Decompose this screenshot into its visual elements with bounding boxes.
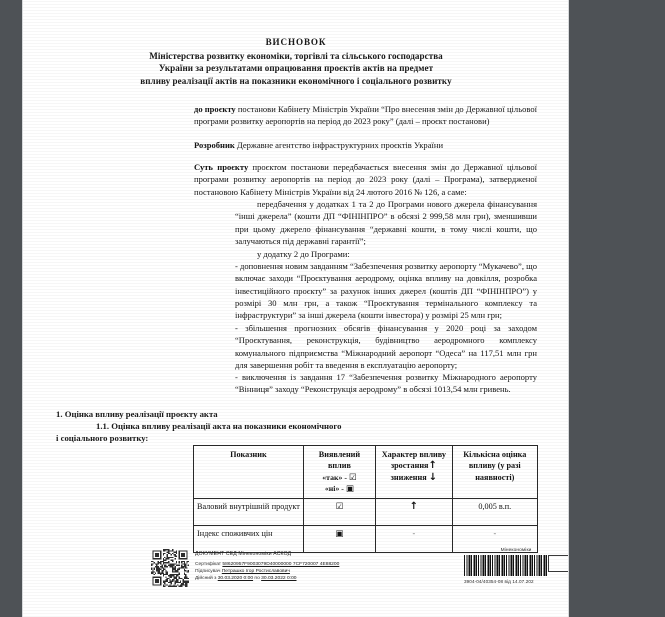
certificate-value: 58620957F9003079D40000000 7CF720007 4E88200	[222, 561, 340, 567]
character-line-2	[379, 460, 448, 471]
section-heading-1-1-line2: і соціального розвитку:	[56, 433, 149, 444]
character-decline-label: зниження	[390, 472, 427, 482]
detected-line-1: Виявлений	[318, 450, 361, 459]
arrow-up-icon: ↑	[428, 460, 437, 472]
essence-text: проєктом постанови передбачається внесення змін до Державної цільової програми розвитку аеропортів на період до 2023 року (далі – Програма), затвердженої постановою Кабінету Міністрів України від 24 лютого 2016 № 126, а саме:	[194, 162, 537, 197]
section-heading-1-1	[56, 420, 537, 445]
validity-to: 30.03.2022 0:00	[261, 575, 297, 581]
barcode-code-text: 3904-04/40354-08 від 14.07.202	[464, 578, 534, 584]
column-header-indicator: Показник	[194, 446, 304, 499]
title-line-3: України за результатами опрацювання проєктів актів на предмет	[158, 63, 434, 74]
paragraph-annex-1-2: передбачення у додатках 1 та 2 до Програми нового джерела фінансування “інші джерела” (кошти ДП “ФІНІНПРО” в обсязі 2 999,58 млн грн), зменшивши при цьому джерело фінансування “державні кошти, в тому числі кошти, що залучаються під державні гарантії”;	[235, 199, 537, 246]
legend-no	[307, 483, 372, 494]
subject-label: до проєкту	[194, 104, 236, 114]
cell-detected-impact: ☑	[303, 498, 375, 525]
subject-text: постанови Кабінету Міністрів України “Про внесення змін до Державної цільової програми розвитку аеропортів на період до 2023 року” (далі – проєкт постанови)	[194, 104, 537, 127]
table-header	[194, 446, 538, 499]
paragraph-subject	[194, 103, 537, 128]
validity-to-label: по	[254, 575, 260, 581]
registration-barcode-stamp	[464, 548, 568, 584]
signer-value: Петрашко Ігор Ростиславович	[221, 568, 290, 574]
developer-text: Державне агентство інфраструктурних проєктів України	[234, 140, 444, 150]
barcode-caption: Мінекономіки	[500, 548, 532, 553]
signature-system-title: ДОКУМЕНТ СЕД Мінекономіки АСКОД	[195, 551, 292, 557]
table-body	[194, 498, 538, 552]
filled-box-icon: ▣	[345, 483, 354, 494]
validity-label: Дійсний з	[195, 575, 217, 581]
paragraph-essence	[194, 161, 537, 198]
essence-label: Суть проєкту	[194, 162, 249, 172]
qr-code-icon	[151, 549, 189, 587]
detected-line-2: вплив	[328, 461, 351, 471]
certificate-label: Сертифікат	[195, 561, 222, 567]
table-header-row	[194, 446, 538, 499]
cell-quantitative: 0,005 в.п.	[452, 498, 537, 525]
character-line-1: Характер впливу	[381, 450, 446, 459]
table-row	[194, 498, 538, 525]
column-header-impact-character	[376, 446, 452, 499]
title-line-2: Міністерства розвитку економіки, торгівлі та сільського господарства	[149, 50, 443, 61]
character-growth-label: зростання	[390, 461, 429, 471]
legend-no-label: «ні» -	[324, 483, 344, 493]
character-line-3	[379, 472, 448, 483]
document-title-block	[55, 36, 537, 88]
paragraph-odesa: - збільшення прогнозних обсягів фінансування у 2020 році за заходом “Проєктування, реконструкція, будівництво аеродромного комплексу комунального підприємства “Міжнародний аеропорт “Одеса” на 117,51 млн грн для завершення робіт та введення в експлуатацію аеропорту;	[235, 323, 537, 370]
title-line-4: впливу реалізації актів на показники економічного і соціального розвитку	[140, 76, 452, 87]
cell-detected-impact: ▣	[303, 525, 375, 552]
legend-yes	[307, 472, 372, 483]
column-header-quantitative	[452, 446, 537, 499]
barcode-empty-box	[548, 555, 568, 572]
signer-label: Підписувач	[195, 568, 221, 574]
legend-yes-label: «так» -	[322, 472, 347, 482]
quant-line-3: наявності)	[475, 472, 515, 482]
validity-from: 30.03.2020 0:00	[217, 575, 254, 581]
column-header-detected-impact	[303, 446, 375, 499]
quant-line-2: впливу (у разі	[468, 461, 521, 471]
paragraph-developer	[194, 139, 537, 151]
document-page	[23, 0, 568, 617]
section-heading-1-1-line1: 1.1. Оцінка впливу реалізації акта на показники економічного	[96, 421, 342, 431]
paragraph-vinnytsia: - виключення із завдання 17 “Забезпечення розвитку Міжнародного аеропорту “Вінниця” заходу “Реконструкція аеродрому” в обсязі 1013,54 млн гривень.	[235, 372, 537, 395]
arrow-down-icon: ↓	[428, 471, 438, 483]
cell-indicator: Індекс споживчих цін	[194, 525, 304, 552]
paragraph-annex-2-header: у додатку 2 до Програми:	[257, 249, 350, 259]
digital-signature-stamp	[195, 551, 395, 582]
signature-validity-row	[195, 575, 395, 582]
page-title: ВИСНОВОК	[265, 37, 327, 47]
barcode-icon	[464, 555, 547, 576]
signature-signer-row	[195, 568, 395, 575]
developer-label: Розробник	[194, 140, 235, 150]
cell-impact-character: -	[376, 525, 452, 552]
quant-line-1: Кількісна оцінка	[463, 450, 527, 459]
paragraph-mukachevo: - доповнення новим завданням “Забезпечення розвитку аеропорту “Мукачево”, що включає заходи “Проєктування аеродрому, оцінка впливу на довкілля, розробка інвестиційного проєкту” за рахунок інших джерел (коштів ДП “ФІНІНПРО”) у розмірі 30 млн грн, а також “Проєктування термінального комплексу та інфраструктури” за інші джерела (кошти інвестора) у розмірі 25 млн грн;	[235, 261, 537, 321]
cell-indicator: Валовий внутрішній продукт	[194, 498, 304, 525]
section-heading-1: 1. Оцінка впливу реалізації проєкту акта	[56, 409, 218, 419]
impact-assessment-table	[193, 445, 538, 553]
cell-impact-character: ↑	[376, 498, 452, 525]
signature-certificate-row	[195, 561, 395, 568]
checked-box-icon: ☑	[348, 472, 357, 483]
cell-quantitative: -	[452, 525, 537, 552]
